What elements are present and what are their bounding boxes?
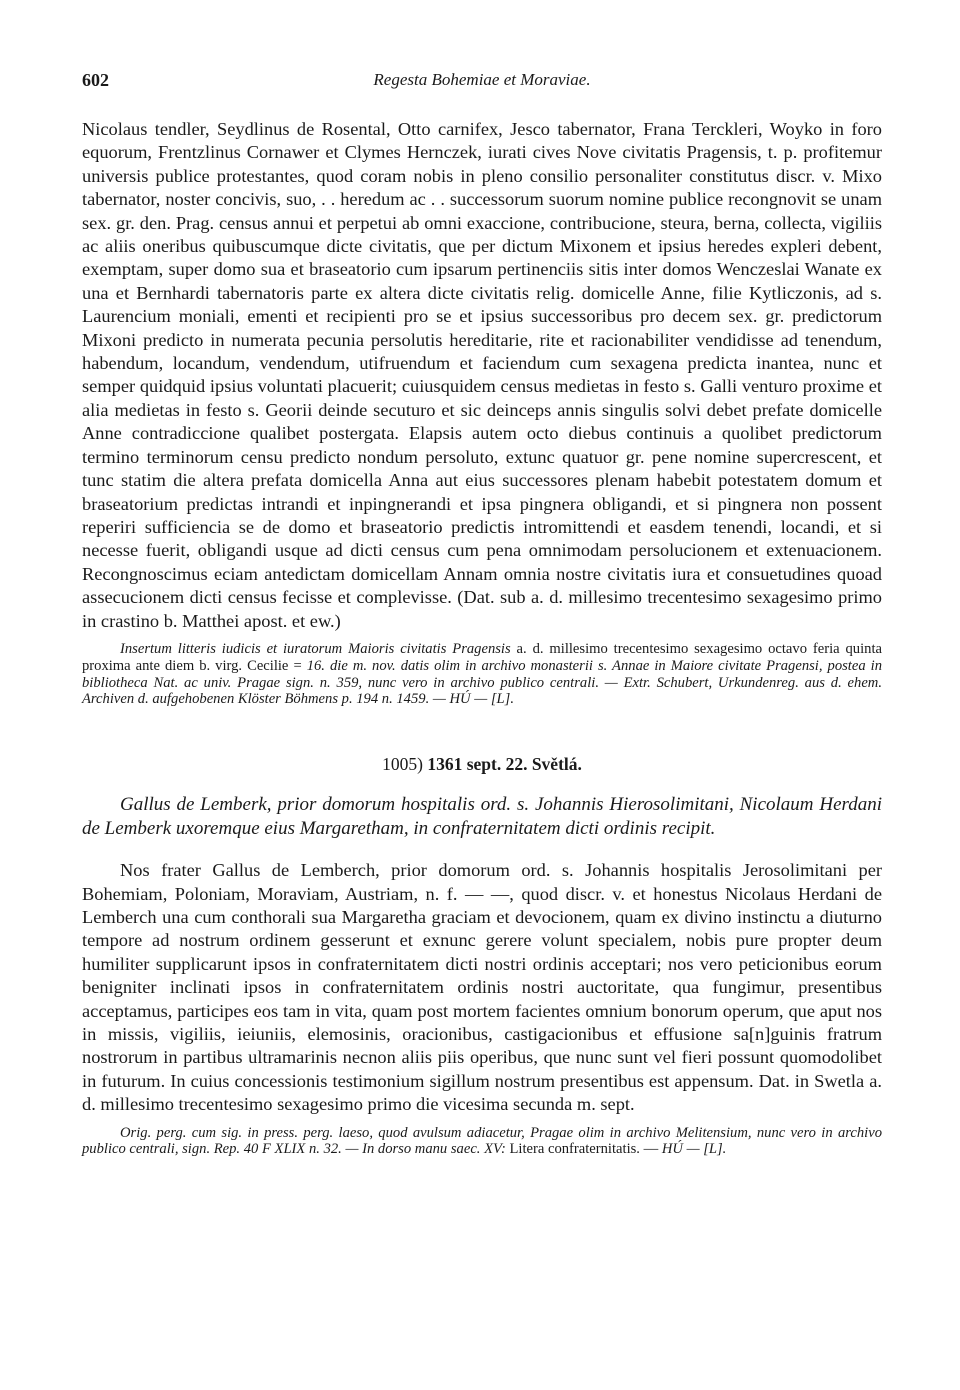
note2-part2: Litera confraternitatis. — — [505, 1141, 662, 1158]
entry-text: Nos frater Gallus de Lemberch, prior domorum ord. s. Johannis hospitalis Jerosolimitani per Bohemiam, Poloniam, Moraviam, Austriam, n. f. — —, quod discr. v. et honestus Nicolaus Herdani de Lemberch una cum conthorali sua Margaretha graciam et devocionem, quam ex divino instinctu a diuturno tempore ad nostrum ordinem gesserunt et exnunc gerere volunt specialem, nobis pure propter deum humiliter supplicarunt ipsos in confraternitatem dicti nostri ordinis acceptari; nos vero peticionibus eorum benigniter inclinati ipsos in confraternitatem ordinis nostri auctoritate, qua fungimur, presentibus acceptamus, participes eos tam in vita, quam post mortem facientes omnium bonorum operum, que aput nos in missis, vigiliis, ieiuniis, elemosinis, oracionibus, castigacionibus et effusione sa[n]guinis fratrum nostrorum in partibus ultramarinis necnon aliis piis operibus, que nunc sunt vel fieri possunt quomodolibet in futurum. In cuius concessionis testimonium sigillum nostrum presentibus est appensum. Dat. in Swetla a. d. millesimo trecentesimo sexagesimo primo die vicesima secunda m. sept. — [82, 860, 882, 1115]
editorial-note-1 — [82, 641, 882, 708]
continuation-text: Nicolaus tendler, Seydlinus de Rosental, Otto carnifex, Jesco tabernator, Frana Terckleri, Woyko in foro equorum, Frentzlinus Cornawer et Clymes Hernczek, iurati cives Nove civitatis Pragensis, t. p. profitemur universis publice protestantes, quod coram nobis in pleno consilio personaliter constitutus discr. v. Mixo tabernator, noster concivis, suo, . . heredum ac . . successorum suorum nomine publice recongnovit se unam sex. gr. den. Prag. census annui et perpetui ab omni exaccione, contribucione, steura, berna, collecta, vigiliis ac aliis oneribus quibuscumque dicte civitatis, que per dictum Mixonem et ipsius heredes expleri debent, exemptam, super domo sua et braseatorio cum ipsarum pertinenciis sitis inter domos Wenczeslai Wanate ex una et Bernhardi tabernatoris parte ex altera dicte civitatis relig. domicelle Anne, filie Kytliczonis, ad s. Laurencium moniali, ementi et recipienti pro se et ipsius successoribus pro decem sex. gr. predictorum Mixoni predicto in numerata pecunia persolutis hereditarie, rite et racionabiliter vendidisse ad tenendum, habendum, locandum, vendendum, utifruendum et faciendum cum sexagena predicta inantea, nunc et semper quidquid ipsius voluntati placuerit; cuiusquidem census medietas in festo s. Galli venturo proxime et alia medietas in festo s. Georii deinde secuturo et sic deinceps annis singulis solvi debet prefate domicelle Anne contradiccione qualibet postergata. Elapsis autem octo diebus continuis a quolibet predictorum termino terminorum censu predicto nondum persoluto, extunc quatuor gr. pene nomine supercrescent, et tunc statim die altera prefata domicella Anna aut eius successores plenam habebit potestatem domum et braseatorium predictas intrandi et inpingnerandi et ipsa pingnera obligandi, et si pingnera non possent reperiri sufficiencia se de domo et braseatorio predictis intromittendi et easdem tenendi, locandi, et si necesse fuerit, obligandi usque ad dicti census cum pena omnimodam persolucionem et extenuacionem. Recongnoscimus eciam antedictam domicellam Annam omnia nostre civitatis iura et consuetudines quoad assecucionem dicti census fecisse et complevisse. (Dat. sub a. d. millesimo trecentesimo sexagesimo primo in crastino b. Matthei apost. et ew.) — [82, 119, 882, 631]
document-page — [82, 70, 882, 1158]
note2-part1: Orig. perg. cum sig. in press. perg. laeso, quod avulsum adiacetur, Pragae olim in archivo Melitensium, nunc vero in archivo publico centrali, sign. Rep. 40 F XLIX n. 32. — In dorso manu saec. XV: — [82, 1124, 882, 1158]
entry-date: 1361 sept. 22. Světlá. — [427, 754, 582, 775]
entry-number: 1005) — [382, 754, 423, 775]
note1-part2: a. d. millesimo trecentesimo sexagesimo octavo feria quinta proxima ante diem b. virg. Cecilie = — [82, 640, 882, 674]
running-head: Regesta Bohemiae et Moraviae. — [373, 70, 591, 89]
note1-part1: Insertum litteris iudicis et iuratorum Maioris civitatis Pragensis — [120, 640, 511, 657]
note2-part3: HÚ — [L]. — [661, 1141, 727, 1158]
note1-part3: 16. die m. nov. datis olim in archivo monasterii s. Annae in Maiore civitate Pragensi, postea in bibliotheca Nat. ac univ. Pragae sign. n. 359, nunc vero in archivo publico centrali. — Extr. Schubert, Urkundenreg. aus d. ehem. Archiven d. aufgehobenen Klöster Böhmens p. 194 n. 1459. — HÚ — [L]. — [82, 657, 883, 708]
editorial-note-2 — [82, 1125, 882, 1159]
entry-heading — [82, 754, 882, 775]
entry-regest: Gallus de Lemberk, prior domorum hospitalis ord. s. Johannis Hierosolimitani, Nicolaum Herdani de Lemberk uxoremque eius Margaretham, in confraternitatem dicti ordinis recipit. — [82, 794, 882, 840]
page-number: 602 — [82, 70, 109, 90]
page-header — [82, 70, 882, 100]
